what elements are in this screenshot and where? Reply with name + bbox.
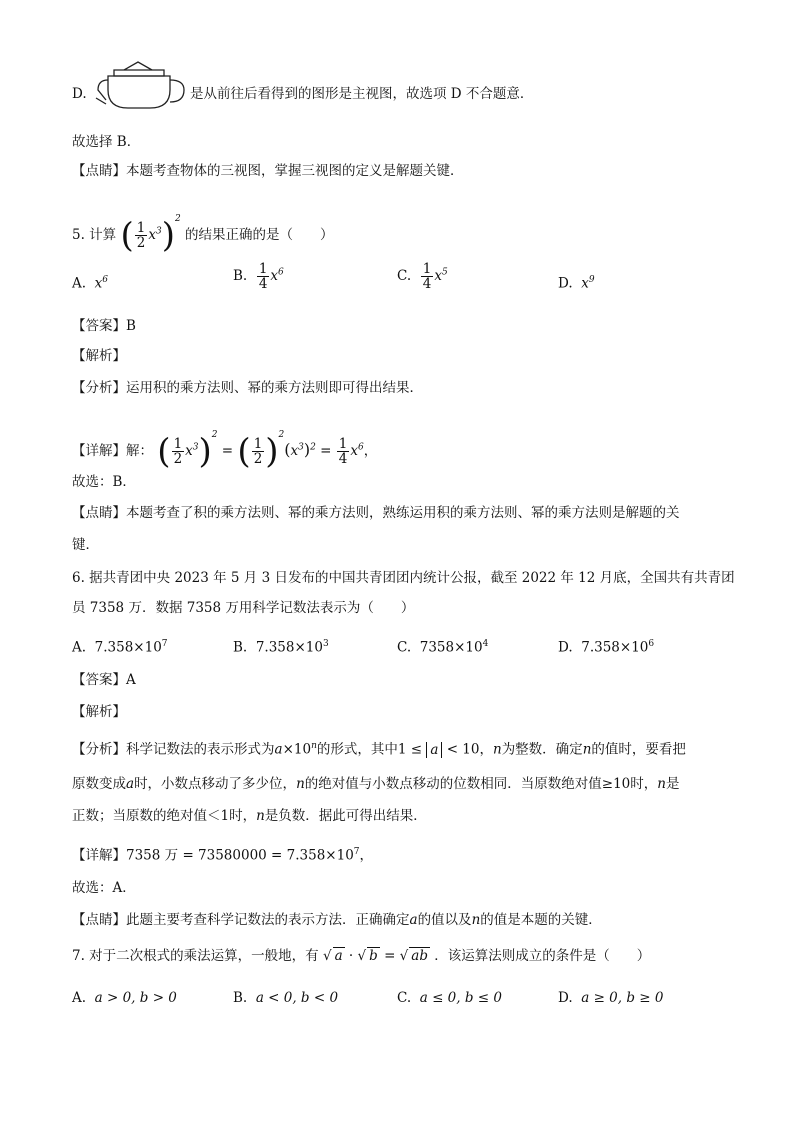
- q4-comment: [72, 161, 464, 181]
- q6-answer: 【答案】A: [72, 672, 136, 688]
- q5-detail: 【详解】解： ( $\frac{1}{2}$ $x^3)^2$ = ( $\frac{1}{2}$ )$^2(x^3)^2$ = $\frac{1}{4}$ $x^6$，: [72, 430, 378, 472]
- q6-answer-value: A: [126, 672, 136, 688]
- q5-stem: [72, 198, 333, 256]
- q6-analysis-line2: 原数变成a时，小数点移动了多少位，n的绝对值与小数点移动的位数相同．当原数绝对值≥10时，n是: [72, 776, 680, 792]
- q5-choose: 故选：B．: [72, 474, 136, 490]
- q6-option-a: A. $7.358\times 10^7$: [72, 639, 168, 656]
- q6-detail: 【详解】7358 万 = $73580000 = 7.358\times 10^7$，: [72, 847, 374, 864]
- q6-jiexi: 【解析】: [72, 704, 126, 720]
- q7-option-d: D. a ≥ 0, b ≥ 0: [558, 990, 664, 1006]
- q6-stem-line2: 员 7358 万．数据 7358 万用科学记数法表示为（ ）: [72, 600, 415, 616]
- teapot-image: [94, 60, 188, 112]
- q5-analysis: 【分析】运用积的乘方法则、幂的乘方法则即可得出结果．: [72, 380, 423, 396]
- q6-stem-line1: 6. 据共青团中央 2023 年 5 月 3 日发布的中国共青团团内统计公报，截至 2022 年 12 月底，全国共有共青团: [72, 570, 735, 586]
- q7-option-b: B. a < 0, b < 0: [233, 990, 339, 1006]
- q5-stem-prefix: 5. 计算: [72, 227, 117, 243]
- q5-answer: 【答案】B: [72, 318, 136, 334]
- q6-analysis-line1: 【分析】科学记数法的表示形式为$a\times 10^n$的形式，其中1 ≤ a < 10，n为整数．确定n的值时，要看把: [72, 741, 686, 758]
- q5-option-d: D. $x^9$: [558, 275, 595, 292]
- q5-answer-value: B: [126, 318, 136, 334]
- comment-tag: 【点睛】: [72, 163, 126, 179]
- q5-option-b: B. $\frac{1}{4}$ $x^6$: [233, 261, 284, 292]
- q5-comment-line2: 键．: [72, 537, 99, 553]
- q7-option-c: C. a ≤ 0, b ≤ 0: [397, 990, 502, 1006]
- q4-option-d-line: [72, 84, 87, 104]
- q7-sqrt-formula: √ a · √ b = √ ab: [322, 948, 428, 964]
- q6-option-d: D. $7.358\times 10^6$: [558, 639, 655, 656]
- q5-comment-line1: 【点睛】本题考查了积的乘方法则、幂的乘方法则，熟练运用积的乘方法则、幂的乘方法则是解题的关: [72, 505, 680, 521]
- q5-option-a: A. $x^6$: [72, 275, 108, 292]
- q5-detail-math: ( $\frac{1}{2}$ $x^3)^2$ = ( $\frac{1}{2}$ )$^2(x^3)^2$ = $\frac{1}{4}$ $x^6$，: [157, 430, 378, 472]
- q5-option-c: C. $\frac{1}{4}$ $x^5$: [397, 261, 448, 292]
- q5-expression: ( $\frac{1}{2}$ $x^3)^2$: [120, 214, 181, 256]
- q5-jiexi: 【解析】: [72, 348, 126, 364]
- q5-stem-suffix: 的结果正确的是（ ）: [184, 227, 334, 243]
- q6-comment: 【点睛】此题主要考查科学记数法的表示方法．正确确定a的值以及n的值是本题的关键．: [72, 912, 602, 928]
- q6-option-b: B. $7.358\times 10^3$: [233, 639, 329, 656]
- q4-option-d-label: D.: [72, 86, 87, 102]
- q6-choose: 故选：A．: [72, 880, 136, 896]
- q4-option-d-text: 是从前往后看得到的图形是主视图，故选项 D 不合题意．: [190, 86, 534, 102]
- comment-text: 本题考查物体的三视图，掌握三视图的定义是解题关键．: [126, 163, 464, 179]
- q4-answer-line: 故选择 B．: [72, 134, 141, 150]
- q6-option-c: C. $7358\times 10^4$: [397, 639, 489, 656]
- q6-analysis-line3: 正数；当原数的绝对值＜1时，n是负数．据此可得出结果．: [72, 808, 427, 824]
- q7-stem: 7. 对于二次根式的乘法运算，一般地，有 √ a · √ b = √ ab ．该运算法则成立的条件是（ ）: [72, 948, 651, 964]
- q7-option-a: A. a > 0, b > 0: [72, 990, 177, 1006]
